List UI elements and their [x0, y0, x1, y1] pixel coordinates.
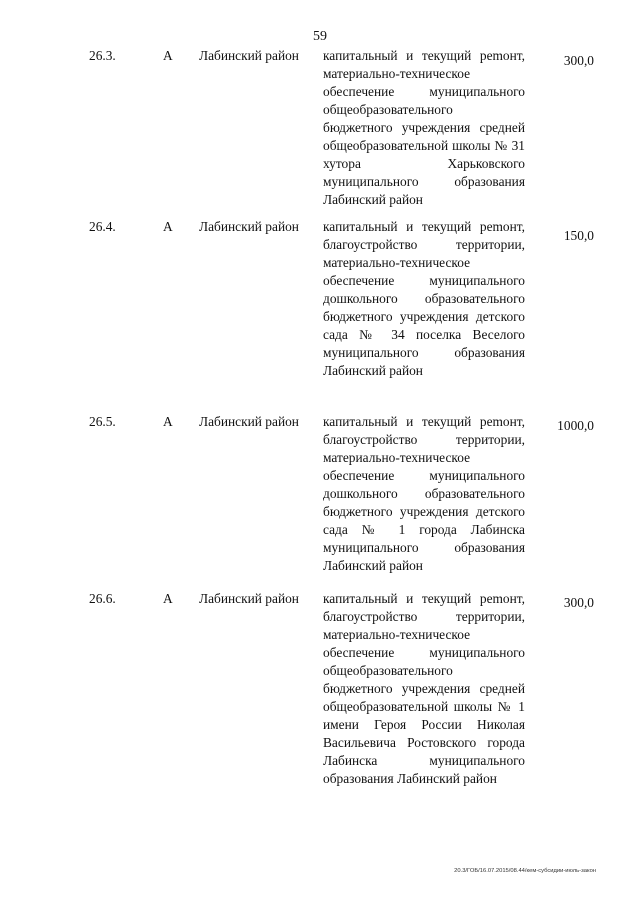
row-district: Лабинский район — [199, 48, 299, 63]
page-number: 59 — [313, 29, 327, 44]
row-description: капитальный и текущий реmонт, благоустройство территории, материально-техническое обеспечение муниципального дошкольного образовательного бюджетного учреждения детского сада № 1 города Лабинска муниципального образования Лабинский район — [323, 414, 525, 573]
row-number: 26.3. — [89, 48, 116, 63]
row-number: 26.5. — [89, 414, 116, 429]
row-amount: 150,0 — [563, 228, 594, 243]
row-district: Лабинский район — [199, 219, 299, 234]
row-category: А — [163, 591, 173, 606]
row-number: 26.6. — [89, 591, 116, 606]
row-amount: 300,0 — [563, 53, 594, 68]
row-category: А — [163, 219, 173, 234]
row-amount: 1000,0 — [557, 418, 594, 433]
footer-code: 20.3/ГОБ/16.07.2015/08.44/кем-субсидии-июль-закон — [454, 868, 596, 874]
row-district: Лабинский район — [199, 591, 299, 606]
row-description: капитальный и текущий реmонт, благоустройство территории, материально-техническое обеспечение муниципального общеобразовательного бюджетного учреждения средней общеобразовательной школы № 1 имени Героя России Николая Васильевича Ростовского города Лабинска муниципального образования Лабинский район — [323, 591, 525, 786]
row-category: А — [163, 48, 173, 63]
row-district: Лабинский район — [199, 414, 299, 429]
row-description: капитальный и текущий реmонт, благоустройство территории, материально-техническое обеспечение муниципального дошкольного образовательного бюджетного учреждения детского сада № 34 поселка Веселого муниципального образования Лабинский район — [323, 219, 525, 378]
row-category: А — [163, 414, 173, 429]
row-amount: 300,0 — [563, 595, 594, 610]
row-description: капитальный и текущий реmонт, материально-техническое обеспечение муниципального общеобразовательного бюджетного учреждения средней общеобразовательной школы № 31 хутора Харьковского муниципального образования Лабинский район — [323, 48, 525, 207]
row-number: 26.4. — [89, 219, 116, 234]
